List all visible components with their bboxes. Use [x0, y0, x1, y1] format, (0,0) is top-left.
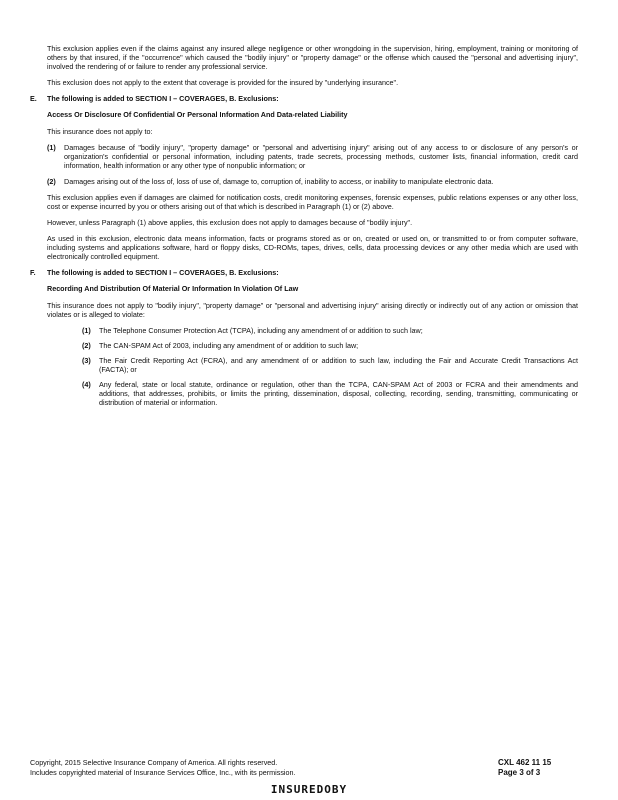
section-f-item-1: [82, 326, 578, 335]
section-e-item-2: [47, 177, 578, 186]
item-number: (1): [47, 143, 56, 152]
item-text: The Telephone Consumer Protection Act (TCPA), including any amendment of or addition to such law;: [99, 326, 423, 335]
copyright-line-1: Copyright, 2015 Selective Insurance Company of America. All rights reserved.: [30, 758, 278, 767]
section-e-expenses-paragraph: This exclusion applies even if damages are claimed for notification costs, credit monitoring expenses, forensic expenses, public relations expenses or any other loss, cost or expense incurred by you or others arising out of that which is described in Paragraph (1) or (2) above.: [47, 193, 578, 211]
item-text: The Fair Credit Reporting Act (FCRA), and any amendment of or addition to such law, including the Fair and Accurate Credit Transactions Act (FACTA); or: [99, 356, 578, 374]
intro-paragraph-1: This exclusion applies even if the claims against any insured allege negligence or other wrongdoing in the supervision, hiring, employment, training or monitoring of others by that insured, if the "occurrence" which caused the "bodily injury" or "property damage" or the offense which caused the "personal and advertising injury", involved the rendering of or failure to render any professional service.: [47, 44, 578, 71]
section-f-lead: This insurance does not apply to "bodily injury", "property damage" or "personal and advertising injury" arising directly or indirectly out of any action or omission that violates or is alleged to violate:: [47, 301, 578, 319]
item-text: Any federal, state or local statute, ordinance or regulation, other than the TCPA, CAN-SPAM Act of 2003 or FCRA and their amendments and additions, that addresses, prohibits, or limits the printing, dissemination, disposal, collecting, recording, sending, transmitting, communicating or distribution of material or information.: [99, 380, 578, 407]
section-f-title: The following is added to SECTION I – COVERAGES, B. Exclusions:: [47, 268, 279, 277]
item-text: Damages because of "bodily injury", "property damage" or "personal and advertising injury" arising out of any access to or disclosure of any person's or organization's confidential or personal information, including patents, trade secrets, processing methods, customer lists, financial information, credit card information, health information or any other type of nonpublic information; or: [64, 143, 578, 170]
section-f-subheading: Recording And Distribution Of Material Or Information In Violation Of Law: [47, 284, 299, 293]
page-number: Page 3 of 3: [498, 768, 541, 777]
section-f-item-4: [82, 380, 578, 407]
item-number: (3): [82, 356, 91, 365]
item-text: The CAN-SPAM Act of 2003, including any amendment of or addition to such law;: [99, 341, 359, 350]
item-number: (2): [82, 341, 91, 350]
item-number: (1): [82, 326, 91, 335]
section-e-label: E.: [30, 94, 37, 103]
section-e-item-1: [47, 143, 578, 170]
section-e-subheading: Access Or Disclosure Of Confidential Or Personal Information And Data-related Liability: [47, 110, 348, 119]
footer-form-info: [498, 758, 551, 778]
section-e-however-paragraph: However, unless Paragraph (1) above applies, this exclusion does not apply to damages because of "bodily injury".: [47, 218, 413, 227]
copyright-line-2: Includes copyrighted material of Insurance Services Office, Inc., with its permission.: [30, 768, 296, 777]
item-number: (4): [82, 380, 91, 389]
section-e-title: The following is added to SECTION I – COVERAGES, B. Exclusions:: [47, 94, 279, 103]
watermark: INSUREDOBY: [270, 783, 348, 796]
section-f-item-3: [82, 356, 578, 374]
section-e-heading: [30, 94, 578, 103]
section-f-item-2: [82, 341, 578, 350]
section-f-label: F.: [30, 268, 36, 277]
section-e-definition-paragraph: As used in this exclusion, electronic data means information, facts or programs stored as or on, created or used on, or transmitted to or from computer software, including systems and applications software, hard or floppy disks, CD-ROMs, tapes, drives, cells, data processing devices or any other media which are used with electronically controlled equipment.: [47, 234, 578, 261]
document-body: [30, 44, 578, 413]
footer-copyright: [30, 758, 296, 778]
intro-paragraph-2: This exclusion does not apply to the extent that coverage is provided for the insured by "underlying insurance".: [47, 78, 399, 87]
item-number: (2): [47, 177, 56, 186]
form-number: CXL 462 11 15: [498, 758, 552, 767]
section-f-heading: [30, 268, 578, 277]
section-e-lead: This insurance does not apply to:: [47, 127, 153, 136]
item-text: Damages arising out of the loss of, loss of use of, damage to, corruption of, inability to access, or inability to manipulate electronic data.: [64, 177, 494, 186]
